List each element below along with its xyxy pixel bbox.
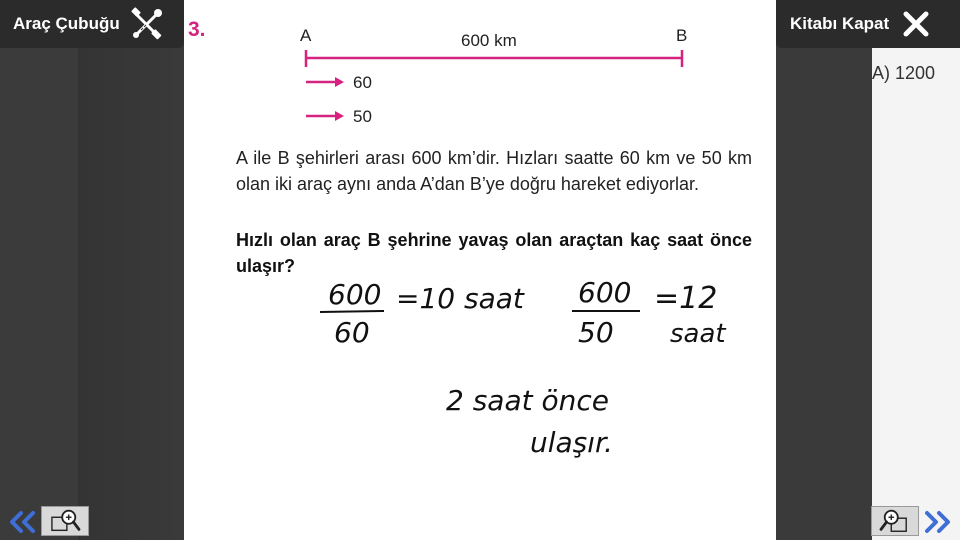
next-page-answer: A) 1200 xyxy=(872,63,936,83)
point-a-label: A xyxy=(300,26,312,45)
problem-question: Hızlı olan araç B şehrine yavaş olan araçtan kaç saat önce ulaşır? xyxy=(236,230,752,276)
zoom-area-button[interactable] xyxy=(871,506,919,536)
hw-fraction-2-numerator: 600 xyxy=(578,276,632,309)
point-b-label: B xyxy=(676,26,688,45)
close-icon xyxy=(903,11,929,37)
right-panel xyxy=(776,48,872,540)
speed-50-label: 50 xyxy=(353,107,372,126)
tools-icon xyxy=(130,7,164,41)
zoom-in-button[interactable] xyxy=(41,506,89,536)
distance-label: 600 km xyxy=(461,31,517,50)
hw-fraction-1-bar xyxy=(320,311,384,312)
hw-fraction-1-numerator: 600 xyxy=(328,278,382,311)
distance-diagram xyxy=(184,0,776,140)
hw-fraction-1-denominator: 60 xyxy=(334,316,370,349)
hw-fraction-2-denominator: 50 xyxy=(578,316,614,349)
hw-answer-line-2: ulaşır. xyxy=(530,426,613,459)
problem-text: A ile B şehirleri arası 600 km’dir. Hızları saatte 60 km ve 50 km olan iki araç aynı anda A’dan B’ye doğru hareket ediyorlar. xyxy=(236,148,752,194)
handwritten-solution xyxy=(184,270,776,470)
double-chevron-right-icon[interactable] xyxy=(922,509,954,535)
speed-60-label: 60 xyxy=(353,73,372,92)
hw-result-2-value: =12 xyxy=(654,281,718,316)
arrow-icon xyxy=(306,111,344,121)
zoom-area-icon xyxy=(872,507,918,535)
arrow-icon xyxy=(306,77,344,87)
hw-result-1: =10 saat xyxy=(396,282,524,315)
book-page xyxy=(184,0,776,540)
zoom-in-icon xyxy=(42,507,88,535)
toolbar-label: Araç Çubuğu xyxy=(13,14,120,33)
hw-result-2-unit: saat xyxy=(670,319,726,349)
left-panel xyxy=(0,0,184,540)
hw-answer-line-1: 2 saat önce xyxy=(446,384,609,417)
question-number: 3. xyxy=(188,18,206,41)
close-book-label: Kitabı Kapat xyxy=(790,14,890,33)
close-book-button[interactable] xyxy=(776,0,960,48)
toolbar-button[interactable] xyxy=(0,0,184,48)
double-chevron-left-icon[interactable] xyxy=(6,509,38,535)
